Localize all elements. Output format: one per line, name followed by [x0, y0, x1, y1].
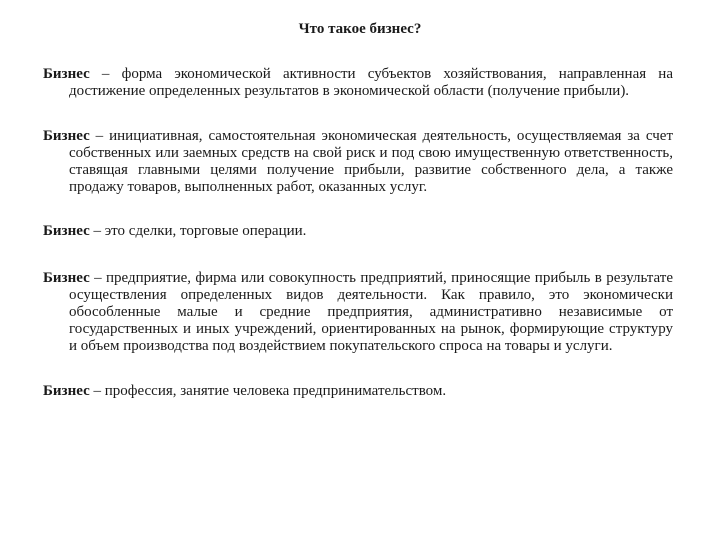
definition-text: – инициативная, самостоятельная экономическая деятельность, осуществляемая за счет собственных или заемных средств на свой риск и под свою имущественную ответственность, ставящая главными целями получение прибыли, развитие собственного дела, а также продажу товаров, выполненных работ, оказанных услуг.	[69, 128, 673, 195]
definitions-list	[43, 66, 673, 400]
definition-text: – форма экономической активности субъектов хозяйствования, направленная на достижение определенных результатов в экономической области (получение прибыли).	[69, 66, 673, 99]
definition-item	[43, 128, 673, 196]
definition-term: Бизнес	[43, 270, 90, 286]
definition-term: Бизнес	[43, 383, 90, 399]
definition-item	[43, 223, 673, 240]
definition-text: – предприятие, фирма или совокупность предприятий, приносящие прибыль в результате осуществления определенных видов деятельности. Как правило, это экономически обособленные малые и средние предприятия, административно независимые от государственных и иных учреждений, ориентированных на рынок, формирующие структуру и объем производства под воздействием покупательского спроса на товары и услуги.	[69, 270, 673, 354]
definition-term: Бизнес	[43, 223, 90, 239]
definition-term: Бизнес	[43, 128, 90, 144]
definition-item	[43, 383, 673, 400]
definition-text: – это сделки, торговые операции.	[89, 223, 307, 239]
definition-term: Бизнес	[43, 66, 90, 82]
definition-text: – профессия, занятие человека предпринимательством.	[89, 383, 447, 399]
definition-item	[43, 270, 673, 355]
definition-item	[43, 66, 673, 100]
page-title: Что такое бизнес?	[298, 21, 422, 37]
